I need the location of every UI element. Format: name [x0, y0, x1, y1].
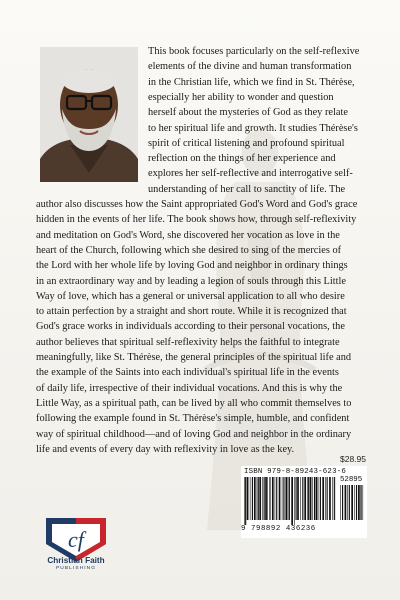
barcode-bar	[288, 477, 289, 520]
barcode-bar	[360, 485, 361, 520]
description-line: author also discusses how the Saint appropriated God's Word and God's grace	[36, 199, 358, 210]
barcode-bar	[244, 477, 245, 525]
barcode-bar	[325, 477, 326, 520]
barcode-bar	[347, 485, 348, 520]
barcode-bar	[285, 477, 287, 520]
barcode-addon-code: 52895	[340, 476, 363, 484]
barcode-bar	[332, 477, 333, 520]
barcode-bar	[297, 477, 299, 520]
barcode-bar	[318, 477, 319, 520]
description-line: Way of love, which has a general or universal application to all who desire	[36, 290, 345, 302]
barcode-bar	[351, 485, 353, 520]
barcode-bar	[252, 477, 253, 520]
publisher-name: Christian Faith	[47, 556, 105, 565]
barcode-bar	[262, 477, 263, 520]
barcode-bar	[282, 477, 283, 520]
barcode-bar	[356, 485, 357, 520]
barcode-bar	[254, 477, 256, 520]
description-line: elements of the divine and human transformation	[148, 61, 352, 73]
barcode-bar	[361, 485, 362, 520]
price-label: $28.95	[340, 454, 366, 464]
ean-digits: 9 798892 436236	[241, 525, 316, 533]
barcode-bar	[269, 477, 270, 520]
barcode-bar	[354, 485, 355, 520]
author-photo	[40, 47, 138, 182]
description-line: the example of the Saints into each individual's spiritual life in the events	[36, 367, 339, 379]
description-line: the Lord with her whole life by loving God and neighbor in ordinary things	[36, 260, 348, 272]
barcode-bar	[291, 477, 293, 525]
barcode-bar	[312, 477, 313, 520]
description-line: Little Way, as a spiritual path, can be lived by all who commit themselves to	[36, 397, 352, 409]
barcode-bar	[310, 477, 312, 520]
barcode-bar	[308, 477, 309, 520]
barcode-bars-icon	[244, 477, 336, 525]
isbn-barcode	[241, 466, 367, 538]
barcode-bar	[276, 477, 277, 520]
description-line: to attain perfection by a straight and short route. While it is recognized that	[36, 306, 347, 318]
barcode-bar	[327, 477, 328, 520]
barcode-bar	[275, 477, 276, 520]
description-line: meaningfully, like St. Thérèse, the general principles of the spiritual life and	[36, 352, 352, 363]
description-line: especially her ability to wonder and question	[148, 91, 334, 103]
barcode-bar	[258, 477, 259, 520]
description-line: explores her self-reflective and interrogative self-	[148, 168, 353, 180]
isbn-label: ISBN 979-8-89243-623-6	[244, 468, 346, 476]
description-line: spirit of critical listening and profound spiritual	[148, 137, 345, 149]
barcode-bar	[349, 485, 350, 520]
barcode-bar	[300, 477, 301, 520]
barcode-bar	[283, 477, 284, 520]
barcode-bar	[294, 477, 295, 525]
description-line: and meditation on God's Word, she discovered her vocation as love in the	[36, 229, 340, 241]
barcode-addon-bars-icon	[340, 485, 364, 525]
barcode-bar	[334, 477, 335, 520]
description-line: understanding of her call to sanctity of life. The	[148, 183, 346, 195]
description-line: following the example found in St. Thérèse's simple, humble, and confident	[36, 413, 350, 425]
barcode-bar	[304, 477, 306, 520]
description-line: of daily life, irrespective of their individual vocations. And this is why the	[36, 382, 343, 394]
barcode-bar	[272, 477, 274, 520]
description-line: author believes that spiritual self-reflexivity helps the faithful to integrate	[36, 336, 340, 348]
barcode-bar	[259, 477, 261, 520]
description-line: heart of the Church, following which she desired to sing of the mercies of	[36, 244, 342, 256]
barcode-bar	[250, 477, 251, 520]
barcode-bar	[342, 485, 343, 520]
barcode-bar	[245, 477, 246, 525]
description-line: in the Christian life, which we find in St. Thérèse,	[148, 76, 355, 88]
author-portrait-icon	[40, 47, 138, 182]
barcode-bar	[264, 477, 265, 520]
description-line: in an extraordinary way and by leading a legion of souls through this Little	[36, 275, 346, 287]
barcode-bar	[267, 477, 268, 520]
description-line: This book focuses particularly on the self-reflexive	[148, 46, 360, 57]
publisher-subtitle: PUBLISHING	[55, 566, 97, 571]
barcode-bar	[247, 477, 249, 520]
description-line: to her spiritual life and growth. It studies Thérèse's	[148, 122, 358, 134]
barcode-bar	[302, 477, 303, 520]
description-line: herself about the mysteries of God as they relate	[148, 107, 348, 119]
barcode-bar	[358, 485, 360, 520]
logo-letters: cf	[68, 527, 84, 552]
barcode-bar	[257, 477, 258, 520]
barcode-bar	[322, 477, 324, 520]
description-line: God's grace works in individuals according to their personal vocations, the	[36, 321, 345, 333]
barcode-bar	[329, 477, 331, 520]
barcode-bar	[316, 477, 318, 520]
barcode-bar	[314, 477, 315, 520]
barcode-bar	[307, 477, 308, 520]
barcode-bar	[345, 485, 347, 520]
description-line: way of spiritual childhood—and of loving God and neighbor in the ordinary	[36, 428, 352, 440]
barcode-bar	[289, 477, 290, 520]
barcode-bar	[279, 477, 281, 520]
barcode-bar	[340, 485, 341, 520]
barcode-bar	[320, 477, 321, 520]
barcode-bar	[265, 477, 267, 520]
description-line: reflection on the things of her experience and	[148, 153, 336, 165]
description-line: hidden in the events of her life. The book shows how, through self-reflexivity	[36, 214, 357, 226]
barcode-bar	[296, 477, 297, 520]
description-line: life and events of every day with reflexivity in love as the key.	[36, 443, 295, 455]
